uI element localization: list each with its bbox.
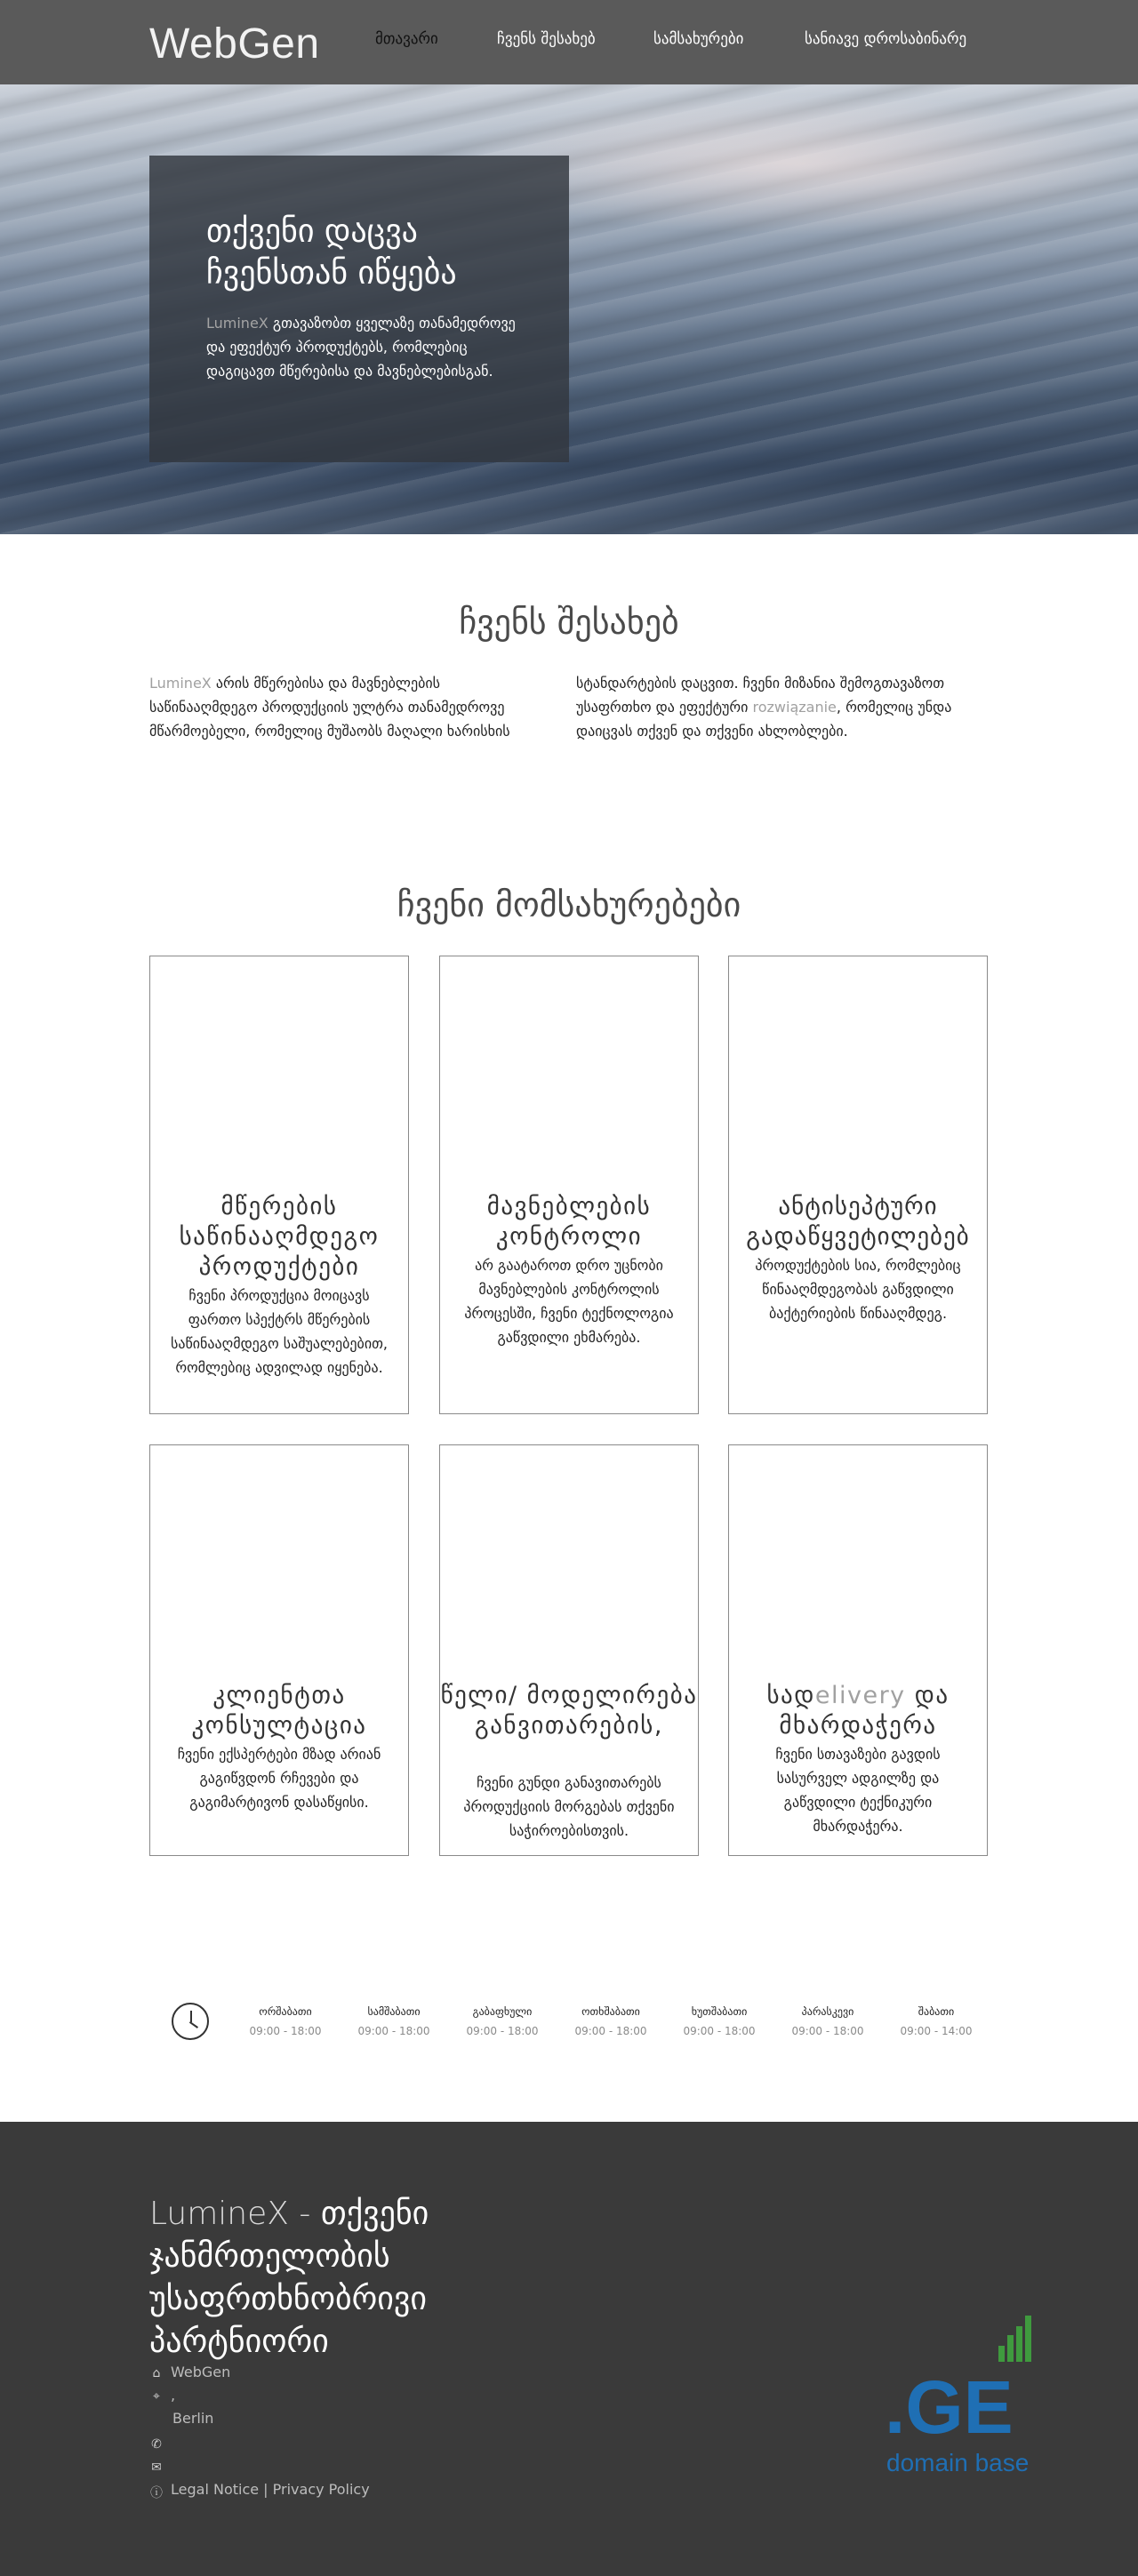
- service-card-consultation[interactable]: [149, 1444, 409, 1856]
- address-line2: Berlin: [172, 2410, 214, 2427]
- contact-email: [149, 2458, 171, 2475]
- hero-description: [206, 311, 517, 383]
- service-card-title: მავნებლების კონტროლი: [486, 1193, 652, 1251]
- delivery-title-grey: elivery: [814, 1682, 906, 1709]
- services-title: ჩვენი მომსახურებები: [397, 885, 741, 924]
- footer-title: [149, 2193, 523, 2364]
- info-icon: ⓘ: [150, 2485, 163, 2500]
- service-card-modeling[interactable]: [439, 1444, 699, 1856]
- day-time: 09:00 - 18:00: [574, 2025, 647, 2037]
- nav-item-services[interactable]: სამსახურები: [653, 30, 744, 48]
- nav-item-home[interactable]: მთავარი: [375, 30, 438, 48]
- hero-banner: [0, 84, 1138, 534]
- day-name: პარასკევი: [801, 2005, 854, 2018]
- contact-company: [149, 2364, 230, 2380]
- nav-item-about[interactable]: ჩვენს შესახებ: [497, 30, 596, 48]
- service-card-text: ჩვენი გუნდი განავითარებს პროდუქციის მორგებას თქვენი საჭიროებისთვის.: [463, 1774, 675, 1839]
- hero-description-text: გთავაზობთ ყველაზე თანამედროვე და ეფექტურ პროდუქტებს, რომლებიც დაგიცავთ მწერებისა და მავნებლებისგან.: [206, 315, 516, 380]
- legal-notice-link[interactable]: Legal Notice: [171, 2481, 260, 2498]
- delivery-title-b: და მხარდაჭერა: [779, 1682, 950, 1740]
- hours-day: [562, 2005, 660, 2037]
- service-card-text: ჩვენი ექსპერტები მზად არიან გაგიწვდონ რჩევები და გაგიმარტივონ დასაწყისი.: [177, 1746, 381, 1811]
- privacy-policy-link[interactable]: Privacy Policy: [272, 2481, 370, 2498]
- service-card-text: არ გაატაროთ დრო უცნობი მავნებლების კონტროლის პროცესში, ჩვენი ტექნოლოგია გაწვდილი ეხმარება.: [464, 1257, 674, 1346]
- delivery-title-a: სად: [766, 1682, 815, 1709]
- about-column-right-text-a: სტანდარტების დაცვით. ჩვენი მიზანია შემოგთავაზოთ უსაფრთხო და ეფექტური: [576, 675, 945, 716]
- service-card-insect-products[interactable]: [149, 956, 409, 1414]
- hero-text-box: [149, 156, 569, 462]
- company-name: WebGen: [171, 2364, 231, 2380]
- day-time: 09:00 - 18:00: [249, 2025, 322, 2037]
- day-time: 09:00 - 14:00: [900, 2025, 973, 2037]
- domain-logo-caption: domain base: [886, 2449, 1030, 2476]
- hours-day: [236, 2005, 334, 2037]
- hero-brand-name: LumineX: [206, 315, 268, 332]
- location-pin-icon: ⌖: [153, 2388, 160, 2404]
- clock-icon: [172, 2003, 209, 2040]
- hours-day: [345, 2005, 443, 2037]
- address-line1: ,: [171, 2387, 176, 2404]
- site-header: [0, 0, 1138, 84]
- site-logo[interactable]: WebGen: [149, 20, 320, 68]
- site-footer: [0, 2122, 1138, 2576]
- hero-title: თქვენი დაცვა ჩვენსთან იწყება: [206, 213, 457, 292]
- nav-item-hours[interactable]: სანიავე დროსაბინარე: [805, 30, 967, 48]
- main-nav: [0, 30, 1138, 57]
- service-card-antiseptic[interactable]: [728, 956, 988, 1414]
- contact-city: [172, 2410, 213, 2427]
- envelope-icon: ✉: [151, 2460, 162, 2475]
- day-time: 09:00 - 18:00: [683, 2025, 756, 2037]
- about-column-left: [149, 671, 541, 743]
- about-column-right-text-b: , რომელიც უნდა დაიცვას თქვენ და თქვენი ახლობლები.: [576, 699, 952, 740]
- day-name: შაბათი: [918, 2005, 955, 2018]
- phone-icon: ✆: [151, 2436, 162, 2452]
- day-name: გაბაფხული: [472, 2005, 533, 2018]
- service-card-text: ჩვენი პროდუქცია მოიცავს ფართო სპექტრს მწერების საწინააღმდეგო საშუალებებით, რომლებიც ადვილად იყენება.: [170, 1287, 389, 1376]
- hours-day: [453, 2005, 551, 2037]
- day-name: ოთხშაბათი: [581, 2005, 640, 2018]
- service-card-title: ანტისეპტური გადაწყვეტილებებ: [746, 1193, 970, 1251]
- service-card-pest-control[interactable]: [439, 956, 699, 1414]
- hours-day: [670, 2005, 768, 2037]
- about-brand-name: LumineX: [149, 675, 212, 692]
- day-time: 09:00 - 18:00: [791, 2025, 864, 2037]
- hours-day: [887, 2005, 985, 2037]
- day-time: 09:00 - 18:00: [357, 2025, 430, 2037]
- about-grey-word: rozwiązanie: [752, 699, 837, 716]
- hours-day: [779, 2005, 877, 2037]
- contact-phone: [149, 2435, 171, 2452]
- domain-base-logo[interactable]: [885, 2308, 1062, 2486]
- service-card-title: მწერების საწინააღმდეგო პროდუქტები: [179, 1193, 380, 1281]
- about-column-left-text: არის მწერებისა და მავნებლების საწინააღმდეგო პროდუქციის ულტრა თანამედროვე მწარმოებელი, რომელიც მუშაობს მაღალი ხარისხის: [149, 675, 510, 740]
- service-card-text: პროდუქტების სია, რომლებიც წინააღმდეგობას გაწვდილი ბაქტერიების წინააღმდეგ.: [755, 1257, 961, 1322]
- day-name: ხუთშაბათი: [691, 2005, 748, 2018]
- contact-address: [149, 2387, 175, 2404]
- legal-separator: |: [259, 2481, 273, 2498]
- day-time: 09:00 - 18:00: [466, 2025, 539, 2037]
- domain-logo-mark: .GE: [885, 2365, 1014, 2449]
- about-column-right: [576, 671, 967, 743]
- service-card-title: [729, 1681, 987, 1741]
- legal-links: [149, 2481, 370, 2498]
- service-card-title: კლიენტთა კონსულტაცია: [191, 1682, 367, 1740]
- service-card-text: ჩვენი სთავაზები გავდის სასურველ ადგილზე და გაწვდილი ტექნიკური მხარდაჭერა.: [775, 1746, 941, 1835]
- day-name: სამშაბათი: [367, 2005, 421, 2018]
- footer-tagline: თქვენი ჯანმრთელობის უსაფრთხნობრივი პარტნიორი: [149, 2196, 429, 2360]
- day-name: ორშაბათი: [259, 2005, 312, 2018]
- service-card-title: წელი/ მოდელირება განვითარების,: [440, 1682, 698, 1740]
- about-title: ჩვენს შესახებ: [459, 603, 679, 642]
- footer-dash: -: [288, 2196, 321, 2232]
- footer-brand: LumineX: [149, 2196, 289, 2232]
- service-card-delivery[interactable]: [728, 1444, 988, 1856]
- home-icon: ⌂: [152, 2365, 161, 2380]
